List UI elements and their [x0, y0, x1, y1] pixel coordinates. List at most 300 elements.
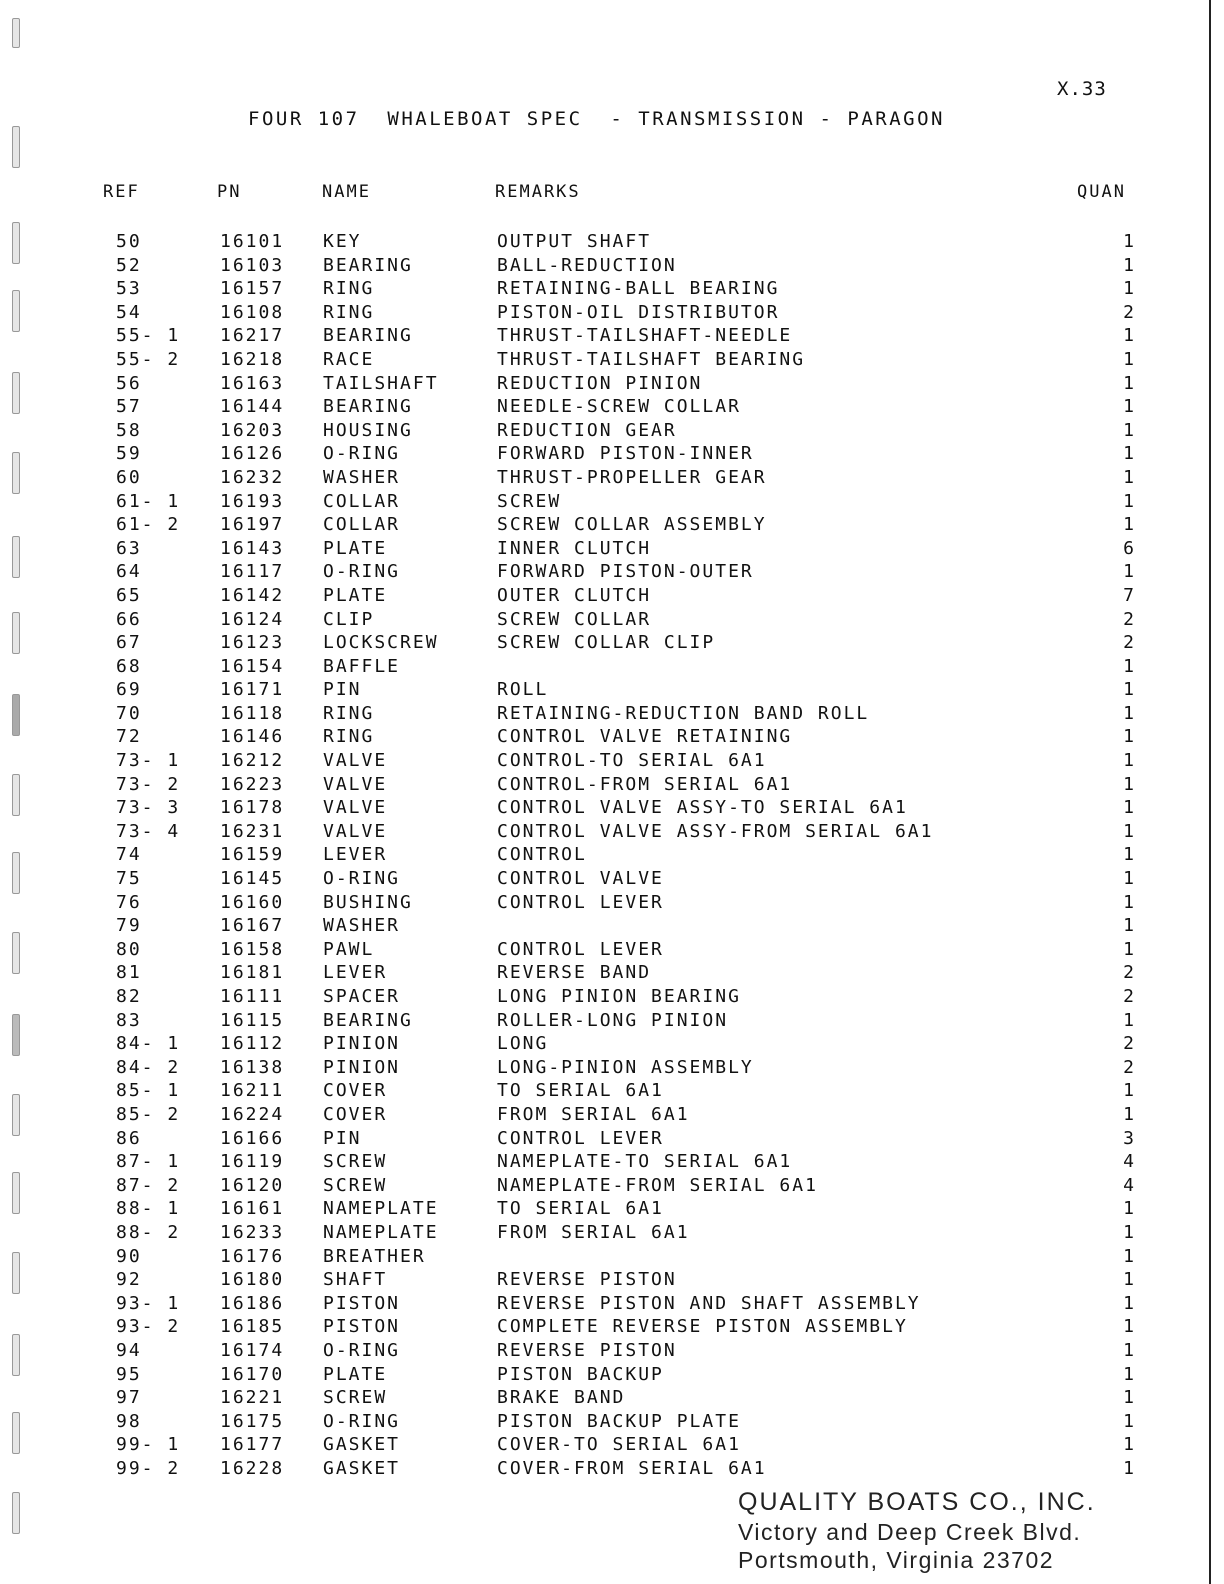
table-row — [0, 230, 1224, 254]
table-row — [0, 1245, 1224, 1269]
remarks-cell: SCREW COLLAR — [497, 608, 652, 630]
name-cell: SCREW — [323, 1174, 388, 1196]
quantity-cell: 2 — [1123, 301, 1134, 323]
pn-cell: 16217 — [220, 325, 285, 347]
remarks-cell: CONTROL-FROM SERIAL 6A1 — [497, 773, 793, 795]
pn-cell: 16119 — [220, 1151, 285, 1173]
remarks-cell: FORWARD PISTON-INNER — [497, 443, 754, 465]
table-row — [0, 1221, 1224, 1245]
ref-cell: 70 — [116, 702, 142, 724]
remarks-cell: LONG — [497, 1033, 549, 1055]
quantity-cell: 1 — [1123, 443, 1134, 465]
quantity-cell: 1 — [1123, 915, 1134, 937]
quantity-cell: 1 — [1123, 726, 1134, 748]
table-row — [0, 254, 1224, 278]
name-cell: BEARING — [323, 1009, 413, 1031]
table-row — [0, 1174, 1224, 1198]
ref-cell: 55- 2 — [116, 348, 181, 370]
quantity-cell: 1 — [1123, 1316, 1134, 1338]
name-cell: VALVE — [323, 820, 388, 842]
table-row — [0, 749, 1224, 773]
quantity-cell: 1 — [1123, 561, 1134, 583]
quantity-cell: 2 — [1123, 1056, 1134, 1078]
name-cell: PISTON — [323, 1292, 401, 1314]
quantity-cell: 2 — [1123, 632, 1134, 654]
ref-cell: 75 — [116, 868, 142, 890]
quantity-cell: 2 — [1123, 962, 1134, 984]
quantity-cell: 1 — [1123, 1080, 1134, 1102]
remarks-cell: REVERSE BAND — [497, 962, 652, 984]
header-remarks: REMARKS — [495, 182, 581, 202]
name-cell: RING — [323, 278, 375, 300]
name-cell: RING — [323, 726, 375, 748]
table-row — [0, 867, 1224, 891]
ref-cell: 56 — [116, 372, 142, 394]
quantity-cell: 1 — [1123, 750, 1134, 772]
table-row — [0, 914, 1224, 938]
pn-cell: 16138 — [220, 1056, 285, 1078]
table-row — [0, 1056, 1224, 1080]
ref-cell: 94 — [116, 1339, 142, 1361]
name-cell: PLATE — [323, 1363, 388, 1385]
ref-cell: 85- 1 — [116, 1080, 181, 1102]
name-cell: NAMEPLATE — [323, 1221, 439, 1243]
pn-cell: 16101 — [220, 231, 285, 252]
remarks-cell: RETAINING-REDUCTION BAND ROLL — [497, 702, 870, 724]
pn-cell: 16233 — [220, 1221, 285, 1243]
ref-cell: 61- 1 — [116, 490, 181, 512]
ref-cell: 82 — [116, 986, 142, 1007]
quantity-cell: 1 — [1123, 1221, 1134, 1243]
pn-cell: 16212 — [220, 750, 285, 772]
table-row — [0, 678, 1224, 702]
pn-cell: 16231 — [220, 820, 285, 842]
table-row — [0, 1292, 1224, 1316]
name-cell: PAWL — [323, 938, 375, 960]
remarks-cell: CONTROL LEVER — [497, 938, 664, 960]
pn-cell: 16170 — [220, 1363, 285, 1385]
ref-cell: 97 — [116, 1387, 142, 1409]
ref-cell: 88- 2 — [116, 1221, 181, 1243]
name-cell: LEVER — [323, 844, 388, 866]
company-address: Victory and Deep Creek Blvd. — [738, 1519, 1082, 1545]
quantity-cell: 1 — [1123, 773, 1134, 795]
pn-cell: 16143 — [220, 537, 285, 559]
quantity-cell: 1 — [1123, 797, 1134, 819]
binder-mark — [12, 1492, 20, 1534]
ref-cell: 92 — [116, 1269, 142, 1291]
quantity-cell: 6 — [1123, 537, 1134, 559]
table-row — [0, 301, 1224, 325]
company-footer — [738, 1488, 1096, 1573]
name-cell: BUSHING — [323, 891, 413, 913]
table-row — [0, 1315, 1224, 1339]
table-row — [0, 1079, 1224, 1103]
name-cell: O-RING — [323, 1339, 401, 1361]
quantity-cell: 1 — [1123, 1198, 1134, 1220]
ref-cell: 57 — [116, 396, 142, 418]
table-row — [0, 372, 1224, 396]
table-row — [0, 277, 1224, 301]
ref-cell: 61- 2 — [116, 514, 181, 536]
quantity-cell: 1 — [1123, 938, 1134, 960]
ref-cell: 79 — [116, 915, 142, 937]
table-row — [0, 655, 1224, 679]
name-cell: COLLAR — [323, 490, 401, 512]
name-cell: VALVE — [323, 797, 388, 819]
table-row — [0, 725, 1224, 749]
table-row — [0, 537, 1224, 561]
remarks-cell: CONTROL VALVE — [497, 868, 664, 890]
table-row — [0, 466, 1224, 490]
ref-cell: 88- 1 — [116, 1198, 181, 1220]
table-row — [0, 1150, 1224, 1174]
pn-cell: 16167 — [220, 915, 285, 937]
ref-cell: 85- 2 — [116, 1103, 181, 1125]
name-cell: BEARING — [323, 254, 413, 276]
remarks-cell: BRAKE BAND — [497, 1387, 626, 1409]
name-cell: BEARING — [323, 325, 413, 347]
name-cell: RING — [323, 702, 375, 724]
header-ref: REF — [103, 182, 140, 202]
remarks-cell: REDUCTION PINION — [497, 372, 703, 394]
pn-cell: 16232 — [220, 466, 285, 488]
pn-cell: 16124 — [220, 608, 285, 630]
remarks-cell: CONTROL-TO SERIAL 6A1 — [497, 750, 767, 772]
pn-cell: 16111 — [220, 986, 285, 1007]
ref-cell: 93- 1 — [116, 1292, 181, 1314]
remarks-cell: ROLLER-LONG PINION — [497, 1009, 729, 1031]
quantity-cell: 1 — [1123, 254, 1134, 276]
quantity-cell: 1 — [1123, 1410, 1134, 1432]
quantity-cell: 1 — [1123, 1103, 1134, 1125]
ref-cell: 67 — [116, 632, 142, 654]
pn-cell: 16115 — [220, 1009, 285, 1031]
quantity-cell: 1 — [1123, 1009, 1134, 1031]
quantity-cell: 1 — [1123, 1245, 1134, 1267]
quantity-cell: 1 — [1123, 702, 1134, 724]
table-row — [0, 348, 1224, 372]
remarks-cell: PISTON-OIL DISTRIBUTOR — [497, 301, 780, 323]
name-cell: SPACER — [323, 986, 401, 1007]
name-cell: COVER — [323, 1080, 388, 1102]
table-row — [0, 1386, 1224, 1410]
ref-cell: 95 — [116, 1363, 142, 1385]
ref-cell: 87- 1 — [116, 1151, 181, 1173]
table-row — [0, 702, 1224, 726]
pn-cell: 16108 — [220, 301, 285, 323]
ref-cell: 80 — [116, 938, 142, 960]
pn-cell: 16218 — [220, 348, 285, 370]
remarks-cell: SCREW — [497, 490, 562, 512]
company-city: Portsmouth, Virginia 23702 — [738, 1547, 1055, 1573]
quantity-cell: 1 — [1123, 655, 1134, 677]
pn-cell: 16175 — [220, 1410, 285, 1432]
quantity-cell: 1 — [1123, 396, 1134, 418]
ref-cell: 69 — [116, 679, 142, 701]
quantity-cell: 1 — [1123, 1292, 1134, 1314]
remarks-cell: REVERSE PISTON — [497, 1269, 677, 1291]
quantity-cell: 2 — [1123, 986, 1134, 1007]
remarks-cell: CONTROL VALVE ASSY-TO SERIAL 6A1 — [497, 797, 908, 819]
quantity-cell: 4 — [1123, 1174, 1134, 1196]
remarks-cell: LONG-PINION ASSEMBLY — [497, 1056, 754, 1078]
quantity-cell: 1 — [1123, 1363, 1134, 1385]
pn-cell: 16142 — [220, 584, 285, 606]
table-row — [0, 608, 1224, 632]
ref-cell: 74 — [116, 844, 142, 866]
table-row — [0, 1268, 1224, 1292]
quantity-cell: 1 — [1123, 1339, 1134, 1361]
ref-cell: 72 — [116, 726, 142, 748]
table-row — [0, 1032, 1224, 1056]
table-row — [0, 1103, 1224, 1127]
pn-cell: 16223 — [220, 773, 285, 795]
name-cell: SHAFT — [323, 1269, 388, 1291]
table-row — [0, 1127, 1224, 1151]
ref-cell: 99- 2 — [116, 1457, 181, 1479]
remarks-cell: PISTON BACKUP — [497, 1363, 664, 1385]
table-row — [0, 584, 1224, 608]
quantity-cell: 1 — [1123, 372, 1134, 394]
ref-cell: 99- 1 — [116, 1434, 181, 1456]
name-cell: COVER — [323, 1103, 388, 1125]
remarks-cell: THRUST-TAILSHAFT-NEEDLE — [497, 325, 793, 347]
ref-cell: 53 — [116, 278, 142, 300]
pn-cell: 16103 — [220, 254, 285, 276]
company-name: QUALITY BOATS CO., INC. — [738, 1488, 1096, 1516]
pn-cell: 16180 — [220, 1269, 285, 1291]
remarks-cell: LONG PINION BEARING — [497, 986, 741, 1007]
table-row — [0, 1009, 1224, 1033]
quantity-cell: 3 — [1123, 1127, 1134, 1149]
table-row — [0, 324, 1224, 348]
table-row — [0, 560, 1224, 584]
quantity-cell: 1 — [1123, 820, 1134, 842]
name-cell: BREATHER — [323, 1245, 426, 1267]
pn-cell: 16161 — [220, 1198, 285, 1220]
quantity-cell: 1 — [1123, 844, 1134, 866]
name-cell: SCREW — [323, 1387, 388, 1409]
pn-cell: 16166 — [220, 1127, 285, 1149]
table-row — [0, 1410, 1224, 1434]
name-cell: KEY — [323, 231, 362, 252]
remarks-cell: OUTER CLUTCH — [497, 584, 652, 606]
remarks-cell: THRUST-TAILSHAFT BEARING — [497, 348, 806, 370]
remarks-cell: REVERSE PISTON — [497, 1339, 677, 1361]
pn-cell: 16185 — [220, 1316, 285, 1338]
table-row — [0, 938, 1224, 962]
name-cell: WASHER — [323, 466, 401, 488]
pn-cell: 16193 — [220, 490, 285, 512]
pn-cell: 16178 — [220, 797, 285, 819]
ref-cell: 98 — [116, 1410, 142, 1432]
remarks-cell: CONTROL VALVE RETAINING — [497, 726, 793, 748]
ref-cell: 84- 1 — [116, 1033, 181, 1055]
pn-cell: 16163 — [220, 372, 285, 394]
pn-cell: 16154 — [220, 655, 285, 677]
ref-cell: 83 — [116, 1009, 142, 1031]
ref-cell: 90 — [116, 1245, 142, 1267]
remarks-cell: CONTROL LEVER — [497, 891, 664, 913]
quantity-cell: 1 — [1123, 466, 1134, 488]
name-cell: WASHER — [323, 915, 401, 937]
pn-cell: 16146 — [220, 726, 285, 748]
pn-cell: 16118 — [220, 702, 285, 724]
ref-cell: 73- 4 — [116, 820, 181, 842]
document-title: FOUR 107 WHALEBOAT SPEC - TRANSMISSION - PARAGON — [248, 108, 945, 130]
remarks-cell: CONTROL — [497, 844, 587, 866]
name-cell: PIN — [323, 679, 362, 701]
ref-cell: 73- 3 — [116, 797, 181, 819]
table-row — [0, 985, 1224, 1009]
header-name: NAME — [322, 182, 371, 202]
quantity-cell: 1 — [1123, 1434, 1134, 1456]
quantity-cell: 1 — [1123, 231, 1134, 252]
quantity-cell: 7 — [1123, 584, 1134, 606]
name-cell: VALVE — [323, 773, 388, 795]
remarks-cell: REDUCTION GEAR — [497, 419, 677, 441]
remarks-cell: SCREW COLLAR CLIP — [497, 632, 716, 654]
name-cell: PIN — [323, 1127, 362, 1149]
pn-cell: 16158 — [220, 938, 285, 960]
remarks-cell: COVER-TO SERIAL 6A1 — [497, 1434, 741, 1456]
name-cell: PINION — [323, 1033, 401, 1055]
ref-cell: 73- 2 — [116, 773, 181, 795]
name-cell: RING — [323, 301, 375, 323]
quantity-cell: 1 — [1123, 490, 1134, 512]
remarks-cell: FROM SERIAL 6A1 — [497, 1103, 690, 1125]
quantity-cell: 1 — [1123, 868, 1134, 890]
pn-cell: 16123 — [220, 632, 285, 654]
pn-cell: 16228 — [220, 1457, 285, 1479]
quantity-cell: 2 — [1123, 1033, 1134, 1055]
name-cell: VALVE — [323, 750, 388, 772]
remarks-cell: INNER CLUTCH — [497, 537, 652, 559]
pn-cell: 16197 — [220, 514, 285, 536]
quantity-cell: 1 — [1123, 1269, 1134, 1291]
quantity-cell: 2 — [1123, 608, 1134, 630]
remarks-cell: NEEDLE-SCREW COLLAR — [497, 396, 741, 418]
ref-cell: 64 — [116, 561, 142, 583]
name-cell: SCREW — [323, 1151, 388, 1173]
header-pn: PN — [217, 182, 242, 202]
pn-cell: 16126 — [220, 443, 285, 465]
ref-cell: 65 — [116, 584, 142, 606]
name-cell: CLIP — [323, 608, 375, 630]
header-quan: QUAN — [1077, 182, 1126, 202]
ref-cell: 55- 1 — [116, 325, 181, 347]
table-row — [0, 1363, 1224, 1387]
remarks-cell: OUTPUT SHAFT — [497, 231, 652, 252]
name-cell: PLATE — [323, 537, 388, 559]
table-row — [0, 1197, 1224, 1221]
remarks-cell: FROM SERIAL 6A1 — [497, 1221, 690, 1243]
pn-cell: 16176 — [220, 1245, 285, 1267]
name-cell: LOCKSCREW — [323, 632, 439, 654]
ref-cell: 58 — [116, 419, 142, 441]
ref-cell: 66 — [116, 608, 142, 630]
table-row — [0, 395, 1224, 419]
remarks-cell: BALL-REDUCTION — [497, 254, 677, 276]
ref-cell: 60 — [116, 466, 142, 488]
pn-cell: 16160 — [220, 891, 285, 913]
remarks-cell: COMPLETE REVERSE PISTON ASSEMBLY — [497, 1316, 908, 1338]
quantity-cell: 1 — [1123, 514, 1134, 536]
pn-cell: 16144 — [220, 396, 285, 418]
table-row — [0, 1339, 1224, 1363]
name-cell: PLATE — [323, 584, 388, 606]
name-cell: NAMEPLATE — [323, 1198, 439, 1220]
name-cell: HOUSING — [323, 419, 413, 441]
pn-cell: 16211 — [220, 1080, 285, 1102]
name-cell: BEARING — [323, 396, 413, 418]
quantity-cell: 1 — [1123, 679, 1134, 701]
remarks-cell: NAMEPLATE-FROM SERIAL 6A1 — [497, 1174, 818, 1196]
remarks-cell: RETAINING-BALL BEARING — [497, 278, 780, 300]
name-cell: GASKET — [323, 1457, 401, 1479]
remarks-cell: THRUST-PROPELLER GEAR — [497, 466, 767, 488]
quantity-cell: 4 — [1123, 1151, 1134, 1173]
pn-cell: 16186 — [220, 1292, 285, 1314]
table-row — [0, 843, 1224, 867]
pn-cell: 16171 — [220, 679, 285, 701]
table-row — [0, 419, 1224, 443]
quantity-cell: 1 — [1123, 891, 1134, 913]
table-row — [0, 796, 1224, 820]
pn-cell: 16224 — [220, 1103, 285, 1125]
pn-cell: 16159 — [220, 844, 285, 866]
pn-cell: 16117 — [220, 561, 285, 583]
ref-cell: 68 — [116, 655, 142, 677]
ref-cell: 50 — [116, 231, 142, 252]
name-cell: RACE — [323, 348, 375, 370]
quantity-cell: 1 — [1123, 419, 1134, 441]
page-id: X.33 — [1057, 78, 1107, 100]
ref-cell: 54 — [116, 301, 142, 323]
pn-cell: 16120 — [220, 1174, 285, 1196]
table-row — [0, 513, 1224, 537]
name-cell: PISTON — [323, 1316, 401, 1338]
remarks-cell: ROLL — [497, 679, 549, 701]
table-row — [0, 773, 1224, 797]
quantity-cell: 1 — [1123, 348, 1134, 370]
ref-cell: 87- 2 — [116, 1174, 181, 1196]
quantity-cell: 1 — [1123, 325, 1134, 347]
binder-mark — [12, 18, 20, 48]
table-row — [0, 1457, 1224, 1481]
remarks-cell: COVER-FROM SERIAL 6A1 — [497, 1457, 767, 1479]
remarks-cell: CONTROL LEVER — [497, 1127, 664, 1149]
name-cell: PINION — [323, 1056, 401, 1078]
binder-mark — [12, 126, 20, 168]
quantity-cell: 1 — [1123, 1387, 1134, 1409]
name-cell: GASKET — [323, 1434, 401, 1456]
parts-table — [0, 230, 1224, 1480]
ref-cell: 81 — [116, 962, 142, 984]
ref-cell: 73- 1 — [116, 750, 181, 772]
pn-cell: 16181 — [220, 962, 285, 984]
ref-cell: 93- 2 — [116, 1316, 181, 1338]
remarks-cell: REVERSE PISTON AND SHAFT ASSEMBLY — [497, 1292, 921, 1314]
remarks-cell: TO SERIAL 6A1 — [497, 1198, 664, 1220]
remarks-cell: NAMEPLATE-TO SERIAL 6A1 — [497, 1151, 793, 1173]
table-row — [0, 490, 1224, 514]
name-cell: O-RING — [323, 443, 401, 465]
table-row — [0, 442, 1224, 466]
table-row — [0, 631, 1224, 655]
ref-cell: 63 — [116, 537, 142, 559]
